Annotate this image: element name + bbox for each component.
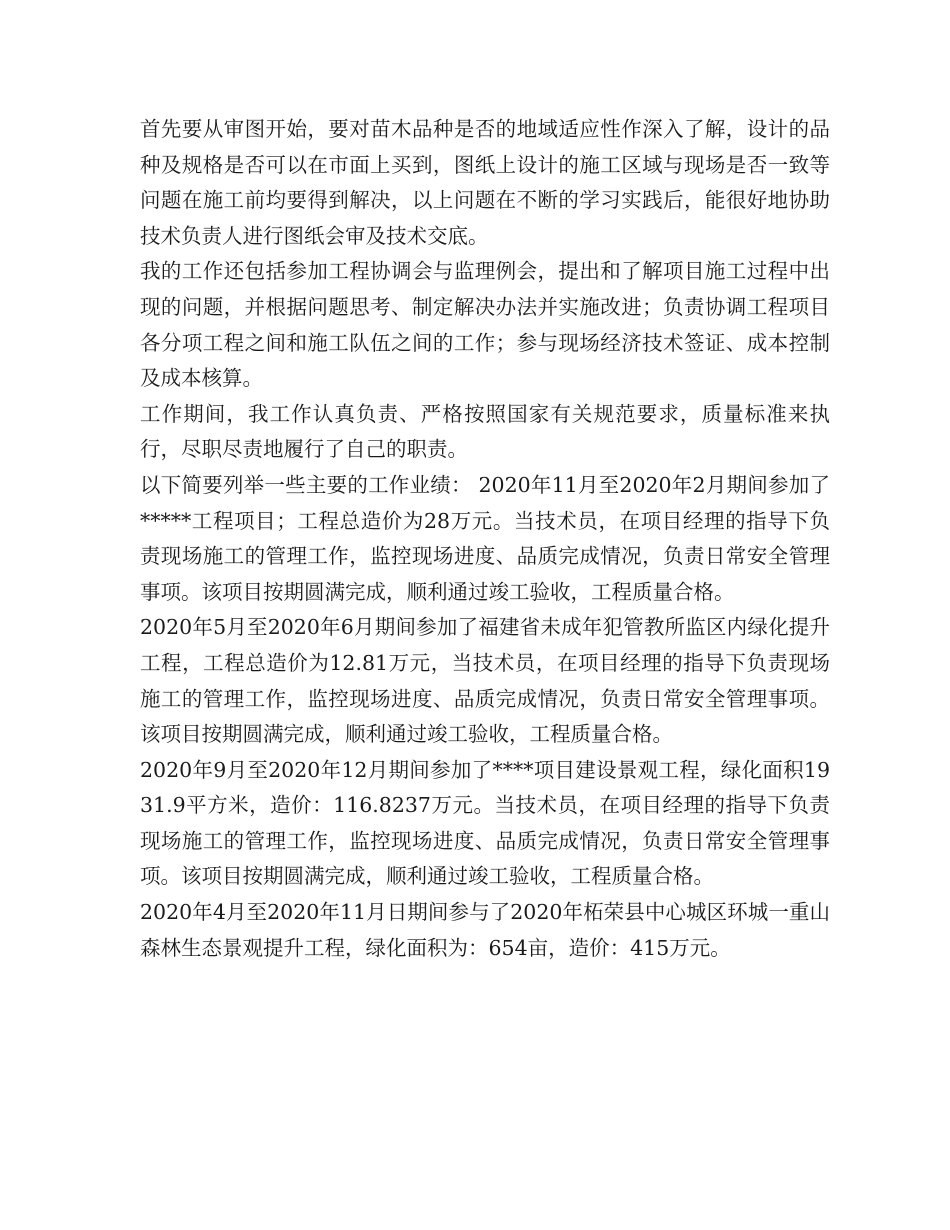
paragraph-achievement-2: 2020年5月至2020年6月期间参加了福建省未成年犯管教所监区内绿化提升工程，工程总造价为12.81万元，当技术员，在项目经理的指导下负责现场施工的管理工作，监控现场进度、品质完成情况，负责日常安全管理事项。该项目按期圆满完成，顺利通过竣工验收，工程质量合格。 — [140, 615, 830, 747]
paragraph-work-attitude: 工作期间，我工作认真负责、严格按照国家有关规范要求，质量标准来执行，尽职尽责地履行了自己的职责。 — [140, 401, 830, 462]
paragraph-coordination-meetings: 我的工作还包括参加工程协调会与监理例会，提出和了解项目施工过程中出现的问题，并根据问题思考、制定解决办法并实施改进；负责协调工程项目各分项工程之间和施工队伍之间的工作；参与现场经济技术签证、成本控制及成本核算。 — [140, 259, 830, 391]
paragraph-achievement-4: 2020年4月至2020年11月日期间参与了2020年柘荣县中心城区环城一重山森林生态景观提升工程，绿化面积为：654亩，造价：415万元。 — [140, 900, 830, 960]
document-body — [140, 112, 830, 966]
paragraph-achievement-1: 以下简要列举一些主要的工作业绩： 2020年11月至2020年2月期间参加了*****工程项目；工程总造价为28万元。当技术员，在项目经理的指导下负责现场施工的管理工作，监控现场进度、品质完成情况，负责日常安全管理事项。该项目按期圆满完成，顺利通过竣工验收，工程质量合格。 — [140, 472, 830, 604]
paragraph-review-drawings: 首先要从审图开始，要对苗木品种是否的地域适应性作深入了解，设计的品种及规格是否可以在市面上买到，图纸上设计的施工区域与现场是否一致等问题在施工前均要得到解决，以上问题在不断的学习实践后，能很好地协助技术负责人进行图纸会审及技术交底。 — [140, 117, 830, 248]
paragraph-achievement-3: 2020年9月至2020年12月期间参加了****项目建设景观工程，绿化面积1931.9平方米，造价：116.8237万元。当技术员，在项目经理的指导下负责现场施工的管理工作，监控现场进度、品质完成情况，负责日常安全管理事项。该项目按期圆满完成，顺利通过竣工验收，工程质量合格。 — [140, 757, 830, 889]
